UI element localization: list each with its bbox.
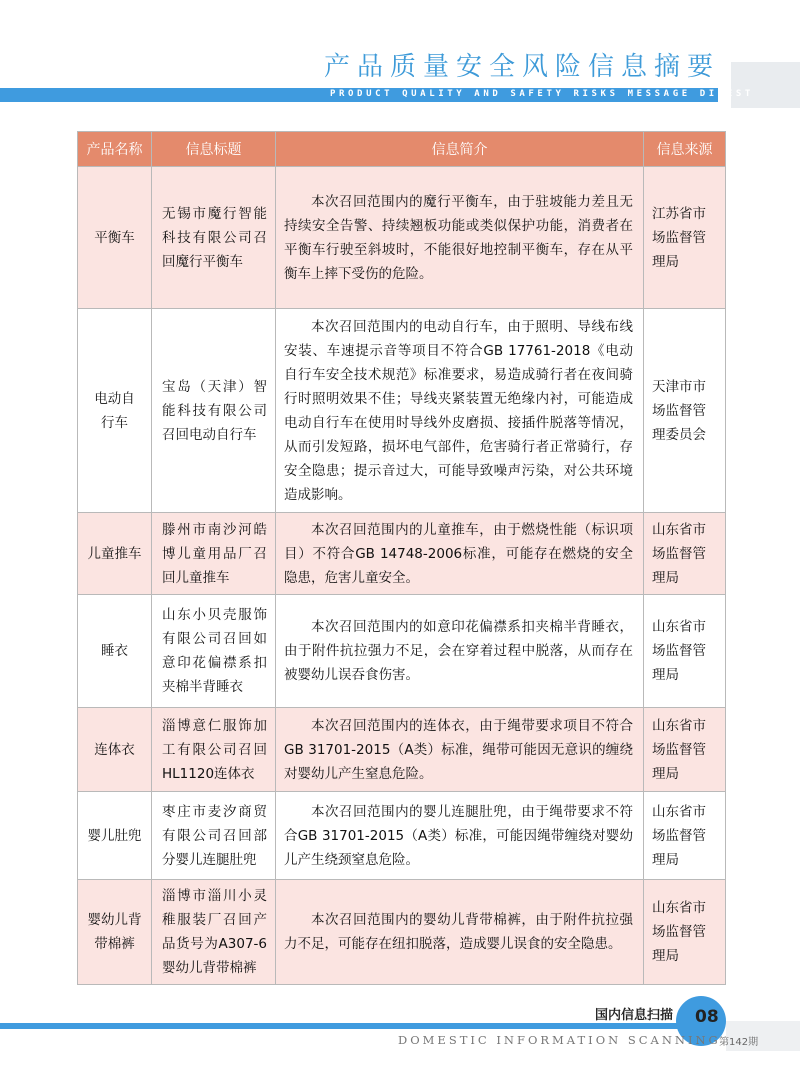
footer-subtitle: DOMESTIC INFORMATION SCANNING [398, 1033, 721, 1047]
info-source: 天津市市场监督管理委员会 [644, 309, 726, 513]
info-summary: 本次召回范围内的如意印花偏襟系扣夹棉半背睡衣，由于附件抗拉强力不足，会在穿着过程中脱落，从而存在被婴幼儿误吞食伤害。 [276, 595, 644, 708]
info-summary: 本次召回范围内的连体衣，由于绳带要求项目不符合GB 31701-2015（A类）标准，绳带可能因无意识的缠绕对婴幼儿产生窒息危险。 [276, 708, 644, 792]
table-row [78, 513, 726, 595]
info-summary: 本次召回范围内的电动自行车，由于照明、导线布线安装、车速提示音等项目不符合GB 17761-2018《电动自行车安全技术规范》标准要求，易造成骑行者在夜间骑行时照明效果不佳；导线夹紧装置无绝缘内衬，可能造成电动自行车在使用时导线外皮磨损、接插件脱落等情况，从而引发短路，损坏电气部件，危害骑行者正常骑行，存安全隐患；提示音过大，可能导致噪声污染，对公共环境造成影响。 [276, 309, 644, 513]
info-title: 滕州市南沙河皓博儿童用品厂召回儿童推车 [152, 513, 276, 595]
header-info-title: 信息标题 [152, 132, 276, 167]
issue-number: 第142期 [719, 1037, 759, 1048]
product-name: 睡衣 [78, 595, 152, 708]
info-title: 淄博市淄川小灵稚服装厂召回产品货号为A307-6婴幼儿背带棉裤 [152, 880, 276, 985]
page-header-title: 产品质量安全风险信息摘要 [323, 52, 720, 82]
table-row [78, 708, 726, 792]
header-side-panel [731, 62, 800, 108]
table-row [78, 880, 726, 985]
info-summary: 本次召回范围内的儿童推车，由于燃烧性能（标识项目）不符合GB 14748-2006标准，可能存在燃烧的安全隐患，危害儿童安全。 [276, 513, 644, 595]
section-label: 国内信息扫描 [595, 1008, 674, 1023]
info-summary: 本次召回范围内的婴儿连腿肚兜，由于绳带要求不符合GB 31701-2015（A类）标准，可能因绳带缠绕对婴幼儿产生绕颈窒息危险。 [276, 792, 644, 880]
product-name: 婴幼儿背带棉裤 [78, 880, 152, 985]
info-title: 山东小贝壳服饰有限公司召回如意印花偏襟系扣夹棉半背睡衣 [152, 595, 276, 708]
product-name: 儿童推车 [78, 513, 152, 595]
product-name: 婴儿肚兜 [78, 792, 152, 880]
header-product-name: 产品名称 [78, 132, 152, 167]
product-name: 连体衣 [78, 708, 152, 792]
product-name: 电动自行车 [78, 309, 152, 513]
header-info-source: 信息来源 [644, 132, 726, 167]
table-row [78, 792, 726, 880]
info-summary: 本次召回范围内的婴幼儿背带棉裤，由于附件抗拉强力不足，可能存在纽扣脱落，造成婴儿误食的安全隐患。 [276, 880, 644, 985]
info-title: 枣庄市麦汐商贸有限公司召回部分婴儿连腿肚兜 [152, 792, 276, 880]
info-summary: 本次召回范围内的魔行平衡车，由于驻坡能力差且无持续安全告警、持续翘板功能或类似保护功能，消费者在平衡车行驶至斜坡时，不能很好地控制平衡车，存在从平衡车上摔下受伤的危险。 [276, 167, 644, 309]
info-source: 山东省市场监督管理局 [644, 880, 726, 985]
product-name: 平衡车 [78, 167, 152, 309]
info-source: 山东省市场监督管理局 [644, 513, 726, 595]
info-title: 宝岛（天津）智能科技有限公司召回电动自行车 [152, 309, 276, 513]
table-row [78, 167, 726, 309]
info-source: 江苏省市场监督管理局 [644, 167, 726, 309]
header-info-summary: 信息简介 [276, 132, 644, 167]
table-header-row [78, 132, 726, 167]
page-number: 08 [695, 1007, 719, 1027]
info-source: 山东省市场监督管理局 [644, 595, 726, 708]
info-source: 山东省市场监督管理局 [644, 792, 726, 880]
recall-info-table [77, 131, 726, 985]
info-title: 无锡市魔行智能科技有限公司召回魔行平衡车 [152, 167, 276, 309]
info-title: 淄博意仁服饰加工有限公司召回HL1120连体衣 [152, 708, 276, 792]
footer-band [0, 1023, 686, 1029]
table-row [78, 309, 726, 513]
info-source: 山东省市场监督管理局 [644, 708, 726, 792]
page-header-subtitle: PRODUCT QUALITY AND SAFETY RISKS MESSAGE DIGEST [330, 89, 754, 99]
table-row [78, 595, 726, 708]
